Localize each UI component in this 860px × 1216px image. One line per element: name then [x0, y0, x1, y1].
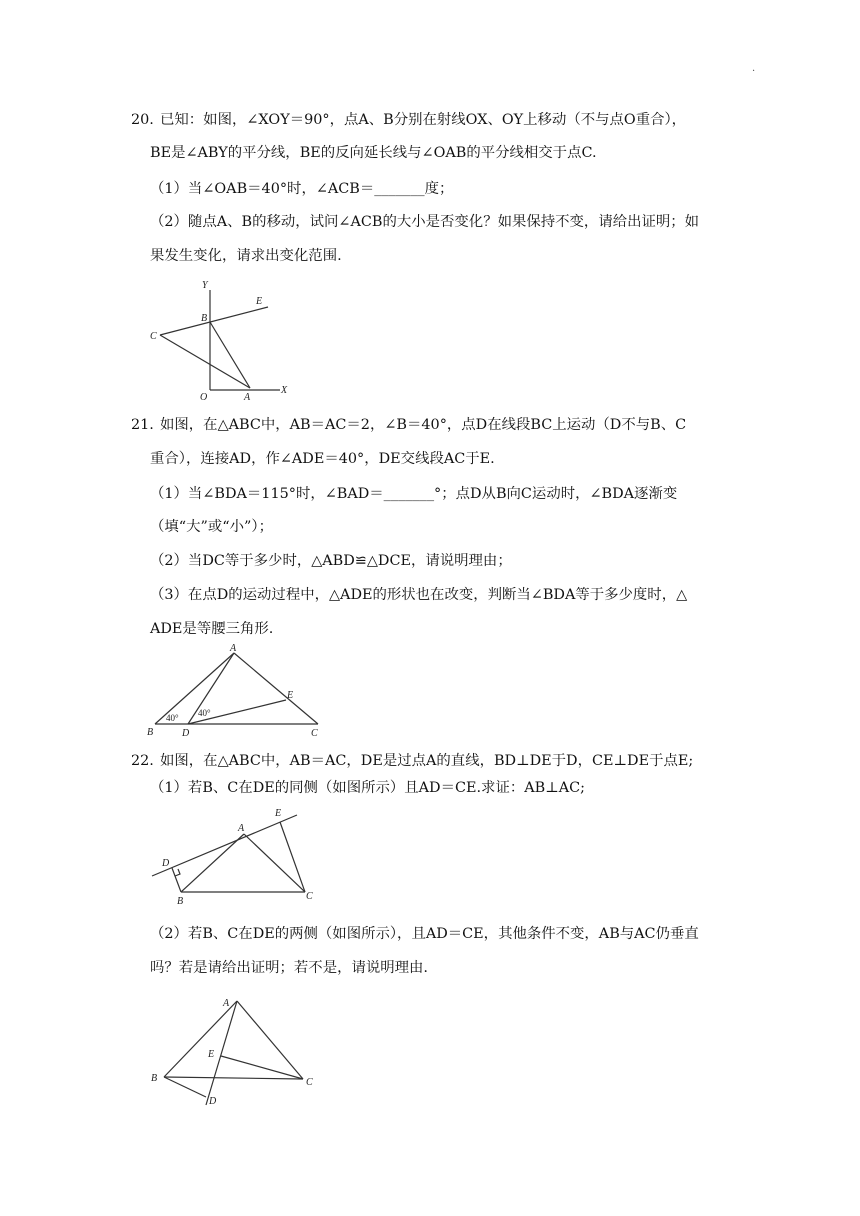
- problem-22-line-1: 如图，在△ABC中，AB＝AC，DE是过点A的直线，BD⊥DE于D，CE⊥DE于点E;: [160, 753, 694, 769]
- label-c: C: [311, 728, 318, 739]
- problem-21-number: 21.: [131, 417, 154, 433]
- problem-20-number: 20.: [131, 112, 154, 128]
- label-a: A: [244, 392, 251, 403]
- label-x: X: [281, 385, 288, 396]
- label-e: E: [287, 690, 294, 701]
- header-mark: ·: [752, 66, 756, 77]
- problem-22-part-1: （1）若B、C在DE的同侧（如图所示）且AD＝CE.求证：AB⊥AC;: [150, 780, 585, 796]
- label-c: C: [150, 331, 157, 342]
- label-a: A: [238, 823, 245, 834]
- label-a: A: [223, 998, 230, 1009]
- label-y: Y: [202, 280, 208, 291]
- problem-20-part-2: （2）随点A、B的移动，试问∠ACB的大小是否变化？如果保持不变，请给出证明；如: [150, 214, 700, 230]
- problem-21-part-3-cont: ADE是等腰三角形.: [150, 621, 274, 637]
- problem-20-part-1: （1）当∠OAB＝40°时，∠ACB＝_______度；: [150, 181, 454, 197]
- label-d: D: [209, 1096, 217, 1107]
- problem-21-part-2: （2）当DC等于多少时，△ABD≌△DCE，请说明理由；: [150, 553, 512, 569]
- label-d: D: [162, 858, 170, 869]
- label-e: E: [275, 808, 282, 819]
- label-b: B: [151, 1073, 158, 1084]
- label-b: B: [201, 313, 208, 324]
- label-b: B: [147, 727, 154, 738]
- problem-21-line-1: 如图，在△ABC中，AB＝AC＝2，∠B＝40°，点D在线段BC上运动（D不与B、C: [160, 417, 687, 433]
- problem-22-part-2-cont: 吗？若是请给出证明；若不是，请说明理由.: [150, 960, 428, 976]
- problem-21-part-1: （1）当∠BDA＝115°时，∠BAD＝_______°；点D从B向C运动时，∠BDA逐渐变: [150, 486, 678, 502]
- problem-22-part-2: （2）若B、C在DE的两侧（如图所示），且AD＝CE，其他条件不变，AB与AC仍垂直: [150, 926, 699, 942]
- problem-20-line-2: BE是∠ABY的平分线，BE的反向延长线与∠OAB的平分线相交于点C.: [150, 145, 597, 161]
- angle-d-label: 40°: [198, 708, 211, 718]
- label-o: O: [200, 392, 208, 403]
- segment-bc: [164, 1077, 303, 1079]
- problem-21-part-3: （3）在点D的运动过程中，△ADE的形状也在改变，判断当∠BDA等于多少度时，△: [150, 587, 688, 603]
- problem-21-line-2: 重合），连接AD，作∠ADE＝40°，DE交线段AC于E.: [150, 451, 495, 467]
- segment-ce: [221, 1056, 303, 1079]
- problem-20-part-2-cont: 果发生变化，请求出变化范围.: [150, 248, 342, 264]
- segment-ac: [237, 1001, 303, 1079]
- label-c: C: [306, 1077, 313, 1088]
- label-b: B: [177, 896, 184, 907]
- problem-22-number: 22.: [131, 753, 154, 769]
- label-e: E: [256, 296, 263, 307]
- label-c: C: [306, 891, 313, 902]
- segment-bd: [164, 1077, 206, 1097]
- problem-21-part-1-cont: （填“大”或“小”）；: [150, 519, 273, 535]
- angle-b-label: 40°: [166, 713, 179, 723]
- problem-20-line-1: 已知：如图，∠XOY＝90°，点A、B分别在射线OX、OY上移动（不与点O重合），: [160, 112, 687, 128]
- label-e: E: [208, 1049, 215, 1060]
- label-a: A: [230, 643, 237, 654]
- label-d: D: [182, 728, 190, 739]
